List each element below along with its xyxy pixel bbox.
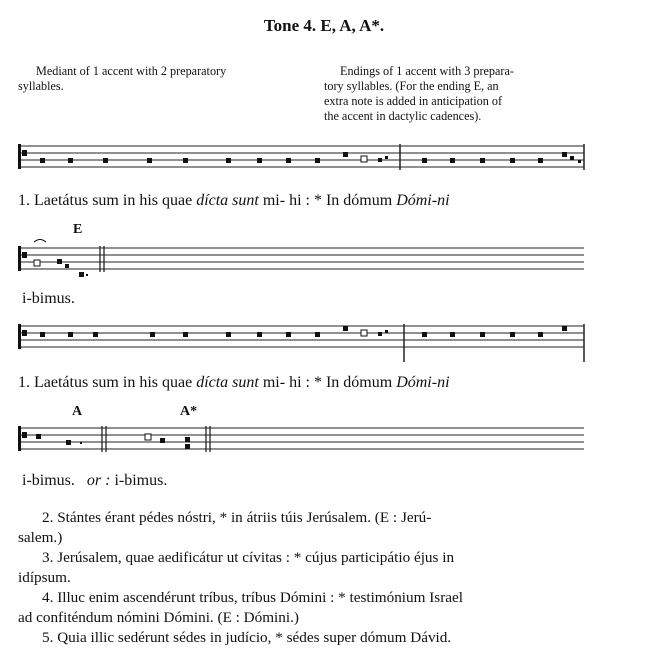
text-segment: Laetátus sum in his quae [34, 374, 193, 391]
verse-line: 4. Illuc enim ascendérunt tríbus, tríbus Dómini : * testimónium Israel [42, 589, 463, 606]
staff-2-label: E [73, 222, 83, 237]
staff-4-text [22, 472, 167, 490]
text-segment: mi- hi : * In dómum [262, 374, 393, 391]
staff-2-dot [86, 274, 88, 276]
mediant-note-line-2: syllables. [18, 79, 64, 93]
italic-segment: Dómi-ni [396, 374, 450, 391]
staff-3-text [18, 374, 450, 392]
endings-note-line-3: extra note is added in anticipation of [324, 94, 503, 108]
staff-2-lines [18, 248, 584, 269]
staff-1-text [18, 192, 450, 210]
staff-2-note [79, 272, 84, 277]
verse-line: 3. Jerúsalem, quae aedificátur ut cívitas : * cújus participátio éjus in [42, 549, 455, 566]
staff-4-dot [80, 442, 82, 444]
staff-1-clef-mark [22, 150, 27, 156]
staff-3-clef-mark [22, 330, 27, 336]
staff-2-clef [18, 246, 21, 271]
staff-4 [0, 420, 648, 462]
staff-1-clef [18, 144, 21, 169]
staff-4-note-open [145, 434, 151, 440]
verse-line: ad confiténdum nómini Dómini. (E : Dómini.) [18, 609, 299, 626]
staff-1-notes [40, 152, 581, 163]
staff-1 [0, 138, 648, 178]
text-segment: i-bimus. [114, 472, 168, 489]
staff-4-note [185, 444, 190, 449]
staff-2-note [65, 264, 69, 268]
italic-segment: dícta sunt [196, 374, 259, 391]
text-segment: mi- hi : * In dómum [262, 192, 393, 209]
verse-number: 1. [18, 192, 30, 209]
staff-2-text: i-bimus. [22, 290, 75, 307]
staff-4-note [160, 438, 165, 443]
staff-3-clef [18, 324, 21, 349]
italic-segment: dícta sunt [196, 192, 259, 209]
staff-4-clef-mark [22, 432, 27, 438]
staff-1-lines [18, 146, 584, 167]
staff-3-lines [18, 326, 584, 347]
staff-4-note [185, 437, 190, 442]
verse-line: salem.) [18, 529, 63, 546]
text-segment: i-bimus. [22, 472, 75, 489]
verse-number: 1. [18, 374, 30, 391]
endings-note [324, 64, 588, 124]
endings-note-line-1: Endings of 1 accent with 3 prepara- [340, 64, 514, 78]
verse-line: idípsum. [18, 569, 71, 586]
endings-note-line-4: the accent in dactylic cadences). [324, 109, 482, 123]
staff-2-note-open [34, 260, 40, 266]
italic-segment: Dómi-ni [396, 192, 450, 209]
staff-4-lines [18, 428, 584, 449]
staff-2 [0, 234, 648, 282]
mediant-note-line-1: Mediant of 1 accent with 2 preparatory [36, 64, 227, 78]
endings-note-line-2: tory syllables. (For the ending E, an [324, 79, 499, 93]
verse-line: 5. Quia illic sedérunt sédes in judício, * sédes super dómum Dávid. [42, 629, 452, 646]
staff-3-notes [40, 326, 567, 337]
verses-block [18, 508, 618, 648]
verse-line: 2. Stántes érant pédes nóstri, * in átriis túis Jerúsalem. (E : Jerú- [42, 509, 432, 526]
staff-4-note [66, 440, 71, 445]
staff-3 [0, 318, 648, 366]
mediant-note [18, 64, 318, 94]
staff-4-note [36, 434, 41, 439]
staff-4-clef [18, 426, 21, 451]
staff-2-clef-mark [22, 252, 27, 258]
page-title: Tone 4. E, A, A*. [263, 16, 385, 35]
text-segment: Laetátus sum in his quae [34, 192, 193, 209]
staff-4-label-a-star: A* [180, 404, 198, 419]
staff-2-accent-mark [34, 240, 46, 243]
italic-segment: or : [86, 472, 111, 489]
staff-4-label-a: A [72, 404, 83, 419]
staff-2-note [57, 259, 62, 264]
